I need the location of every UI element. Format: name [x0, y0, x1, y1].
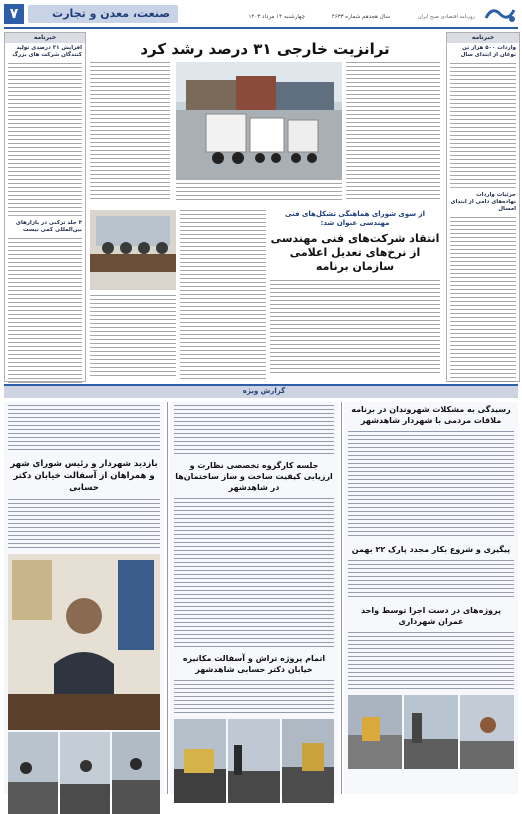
sidebar-box-label: خبرنامه	[447, 33, 519, 43]
article-column	[348, 632, 514, 692]
official-portrait-photo	[8, 554, 160, 730]
middle-story-headline: انتقاد شرکت‌های فنی مهندسی از نرخ‌های تعدیل اعلامی سازمان برنامه	[270, 232, 440, 273]
left-sidebar	[4, 32, 86, 382]
article-column	[8, 499, 160, 551]
column-rule	[341, 402, 342, 794]
regional-headline: رسیدگی به مشکلات شهروندان در برنامه ملاقات مردمی با شهردار شاهدشهر	[351, 405, 511, 425]
article-column	[174, 405, 334, 455]
article-column	[348, 560, 514, 600]
article-column	[346, 62, 440, 202]
regional-section-bar	[4, 384, 518, 398]
sidebar-item-title: جزئیات واردات نهاده‌های دامی از ابتدای امسال	[450, 192, 516, 212]
article-column	[90, 62, 170, 202]
issue-line: سال هجدهم شماره ۴۶۳۳	[331, 14, 390, 20]
page-number-box	[4, 4, 24, 24]
regional-headline: جلسه کارگروه تخصصی نظارت و ارزیابی کیفیت ساخت و ساز ساختمان‌ها در شاهدشهر	[175, 461, 333, 492]
sidebar-body-text	[450, 217, 516, 383]
right-sidebar	[446, 32, 520, 382]
trucks-photo	[176, 62, 342, 180]
photo-caption-text	[176, 183, 342, 201]
article-column	[8, 405, 160, 453]
sidebar-item-title: ۴ جلد ترکنی در بازارهای بین‌المللی کمی نیست	[15, 220, 82, 233]
regional-sub-headline: اتمام پروژه تراش و آسفالت مکانیزه خیابان دکتر حسابی شاهدشهر	[182, 654, 326, 674]
middle-story	[270, 210, 440, 380]
article-column	[180, 210, 266, 380]
masthead	[0, 0, 522, 30]
article-column	[174, 680, 334, 716]
sidebar-item-title: واردات ۵۰۰ هزار تن نوغان از ابتدای سال	[460, 45, 516, 58]
article-column	[174, 498, 334, 648]
construction-photo	[348, 695, 514, 769]
column-rule	[167, 402, 168, 794]
middle-story-kicker: از سوی شورای هماهنگی تشکل‌های فنی مهندسی عنوان شد:	[285, 210, 425, 227]
regional-headline: بازدید شهردار و رئیس شورای شهر و همراهان از آسفالت خیابان دکتر حسابی	[10, 459, 158, 493]
top-story-headline: ترانزیت خارجی ۳۱ درصد رشد کرد	[140, 40, 390, 58]
regional-sub-headline: پروژه‌های در دست اجرا توسط واحد عمران شهرداری	[360, 606, 502, 626]
masthead-rule	[4, 27, 518, 29]
page-number: ۷	[9, 6, 19, 22]
sidebar-body-text	[450, 63, 516, 185]
date-line: چهارشنبه ۱۴ مرداد ۱۴۰۳	[248, 14, 305, 20]
paving-photos	[174, 719, 334, 803]
article-column	[270, 280, 440, 376]
site-visit-photos	[8, 732, 160, 814]
regional-section-label: گزارش ویژه	[242, 387, 286, 395]
section-title-bar	[28, 5, 178, 23]
regional-col-2	[170, 402, 338, 794]
sidebar-item-title: افزایش ۲۱ درصدی تولید کنندگان شرکت های بزرگ	[12, 45, 82, 58]
sidebar-box-label: خبرنامه	[5, 33, 85, 43]
sidebar-body-text	[8, 63, 82, 213]
regional-col-3	[4, 402, 164, 794]
tagline: روزنامه اقتصادی صبح ایران	[417, 14, 475, 20]
article-column	[348, 431, 514, 539]
article-column	[90, 295, 176, 379]
regional-sub-headline: پیگیری و شروع بکار مجدد پارک ۲۲ بهمن	[351, 545, 511, 554]
meeting-photo	[90, 210, 176, 290]
newspaper-logo	[482, 2, 518, 26]
regional-col-1	[344, 402, 518, 794]
section-title: صنعت، معدن و تجارت	[52, 7, 170, 20]
sidebar-body-text	[8, 238, 82, 388]
